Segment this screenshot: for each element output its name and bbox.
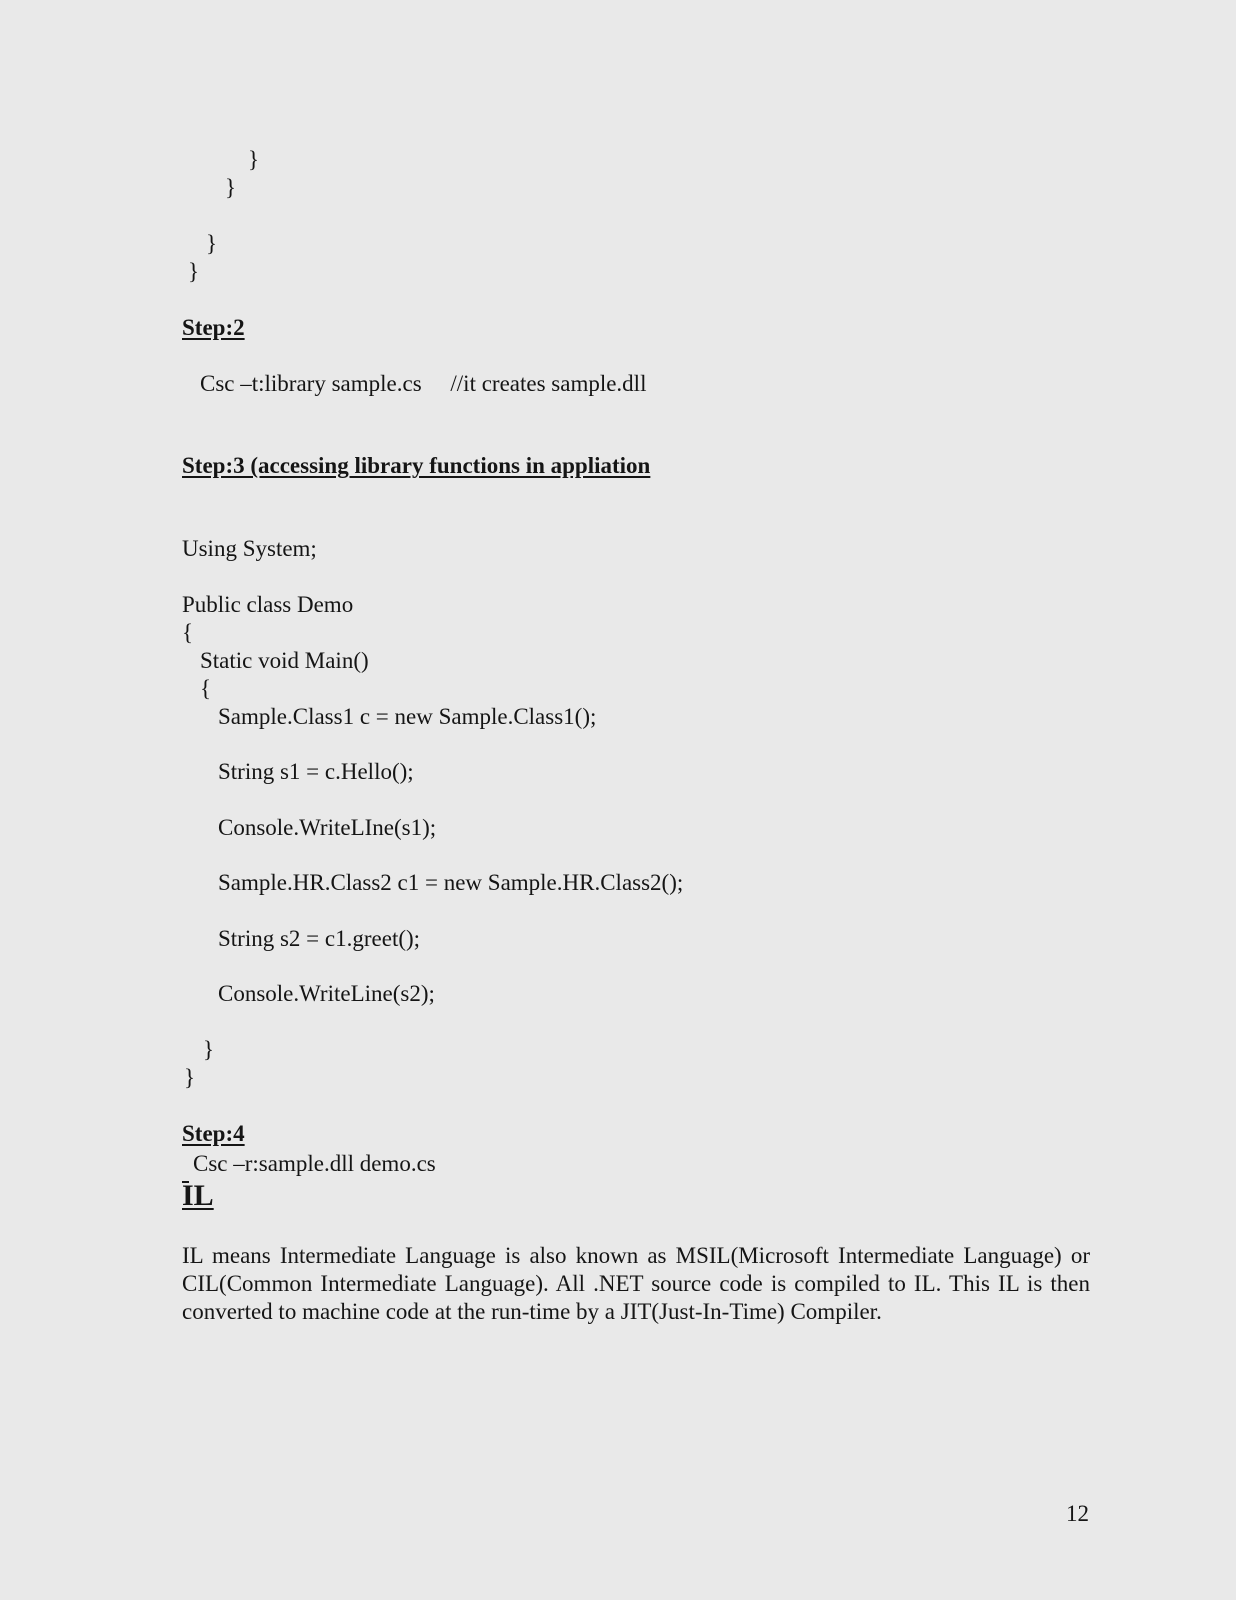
code-brace: }	[206, 231, 218, 256]
code-line: Console.WriteLIne(s1);	[218, 815, 437, 840]
il-paragraph: IL means Intermediate Language is also known as MSIL(Microsoft Intermediate Language) or CIL(Common Intermediate Language). All .NET source code is compiled to IL. This IL is then converted to machine code at the run-time by a JIT(Just-In-Time) Compiler.	[182, 1243, 1090, 1324]
code-line: Sample.Class1 c = new Sample.Class1();	[218, 704, 597, 729]
code-line: Console.WriteLine(s2);	[218, 981, 435, 1006]
code-line: }	[184, 1065, 196, 1090]
step3-heading: Step:3 (accessing library functions in appliation	[182, 453, 651, 478]
il-heading: IL	[182, 1179, 214, 1212]
code-brace: }	[248, 147, 260, 172]
code-line: {	[200, 676, 212, 701]
code-line: Static void Main()	[200, 648, 369, 673]
code-line: Public class Demo	[182, 592, 354, 617]
code-brace: }	[188, 259, 200, 284]
code-line: String s2 = c1.greet();	[218, 926, 421, 951]
step2-command: Csc –t:library sample.cs //it creates sample.dll	[200, 371, 647, 396]
code-line: Using System;	[182, 536, 317, 561]
code-line: }	[203, 1037, 215, 1062]
code-line: {	[182, 620, 194, 645]
code-brace: }	[225, 175, 237, 200]
step4-command: Csc –r:sample.dll demo.cs	[193, 1151, 436, 1176]
page-number: 12	[1066, 1501, 1089, 1526]
step2-heading: Step:2	[182, 315, 245, 340]
step4-heading: Step:4	[182, 1121, 245, 1146]
code-line: Sample.HR.Class2 c1 = new Sample.HR.Class2();	[218, 870, 684, 895]
code-line: String s1 = c.Hello();	[218, 759, 414, 784]
